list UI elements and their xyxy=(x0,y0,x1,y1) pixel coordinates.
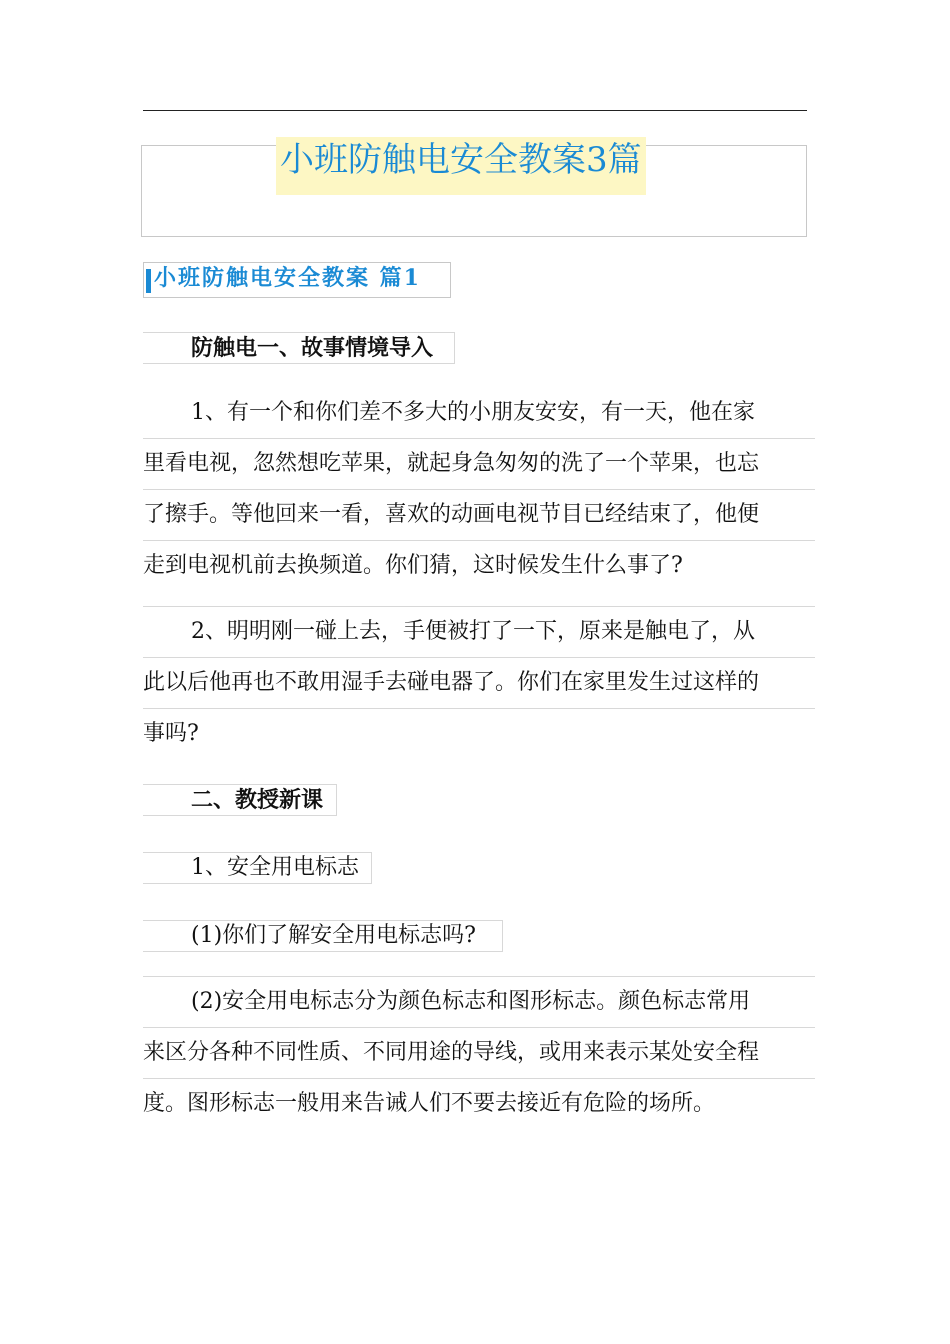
document-title: 小班防触电安全教案3篇 xyxy=(276,137,646,195)
item-question: (1)你们了解安全用电标志吗? xyxy=(143,920,503,952)
section-heading xyxy=(143,262,451,298)
paragraph-signs xyxy=(143,976,815,1129)
subheading-story: 防触电一、故事情境导入 xyxy=(143,332,455,364)
section-heading-text: 小班防触电安全教案 篇1 xyxy=(154,265,421,291)
paragraph-line: 走到电视机前去换频道。你们猜，这时候发生什么事了? xyxy=(143,540,815,591)
header-rule xyxy=(143,110,807,111)
paragraph-line: 2、明明刚一碰上去，手便被打了一下，原来是触电了，从 xyxy=(143,606,815,657)
paragraph-line: 事吗? xyxy=(143,708,815,759)
paragraph-story xyxy=(143,388,815,591)
paragraph-result xyxy=(143,606,815,759)
paragraph-line: 此以后他再也不敢用湿手去碰电器了。你们在家里发生过这样的 xyxy=(143,657,815,708)
paragraph-line: 1、有一个和你们差不多大的小朋友安安，有一天，他在家 xyxy=(191,400,755,425)
paragraph-line: 了擦手。等他回来一看，喜欢的动画电视节目已经结束了，他便 xyxy=(143,489,815,540)
paragraph-line: (2)安全用电标志分为颜色标志和图形标志。颜色标志常用 xyxy=(143,976,815,1027)
item-safety-signs: 1、安全用电标志 xyxy=(143,852,372,884)
subheading-new-lesson: 二、教授新课 xyxy=(143,784,337,816)
paragraph-line: 里看电视，忽然想吃苹果，就起身急匆匆的洗了一个苹果，也忘 xyxy=(143,438,815,489)
paragraph-line: 来区分各种不同性质、不同用途的导线，或用来表示某处安全程 xyxy=(143,1027,815,1078)
paragraph-line: 度。图形标志一般用来告诫人们不要去接近有危险的场所。 xyxy=(143,1078,815,1129)
heading-marker xyxy=(146,269,151,293)
